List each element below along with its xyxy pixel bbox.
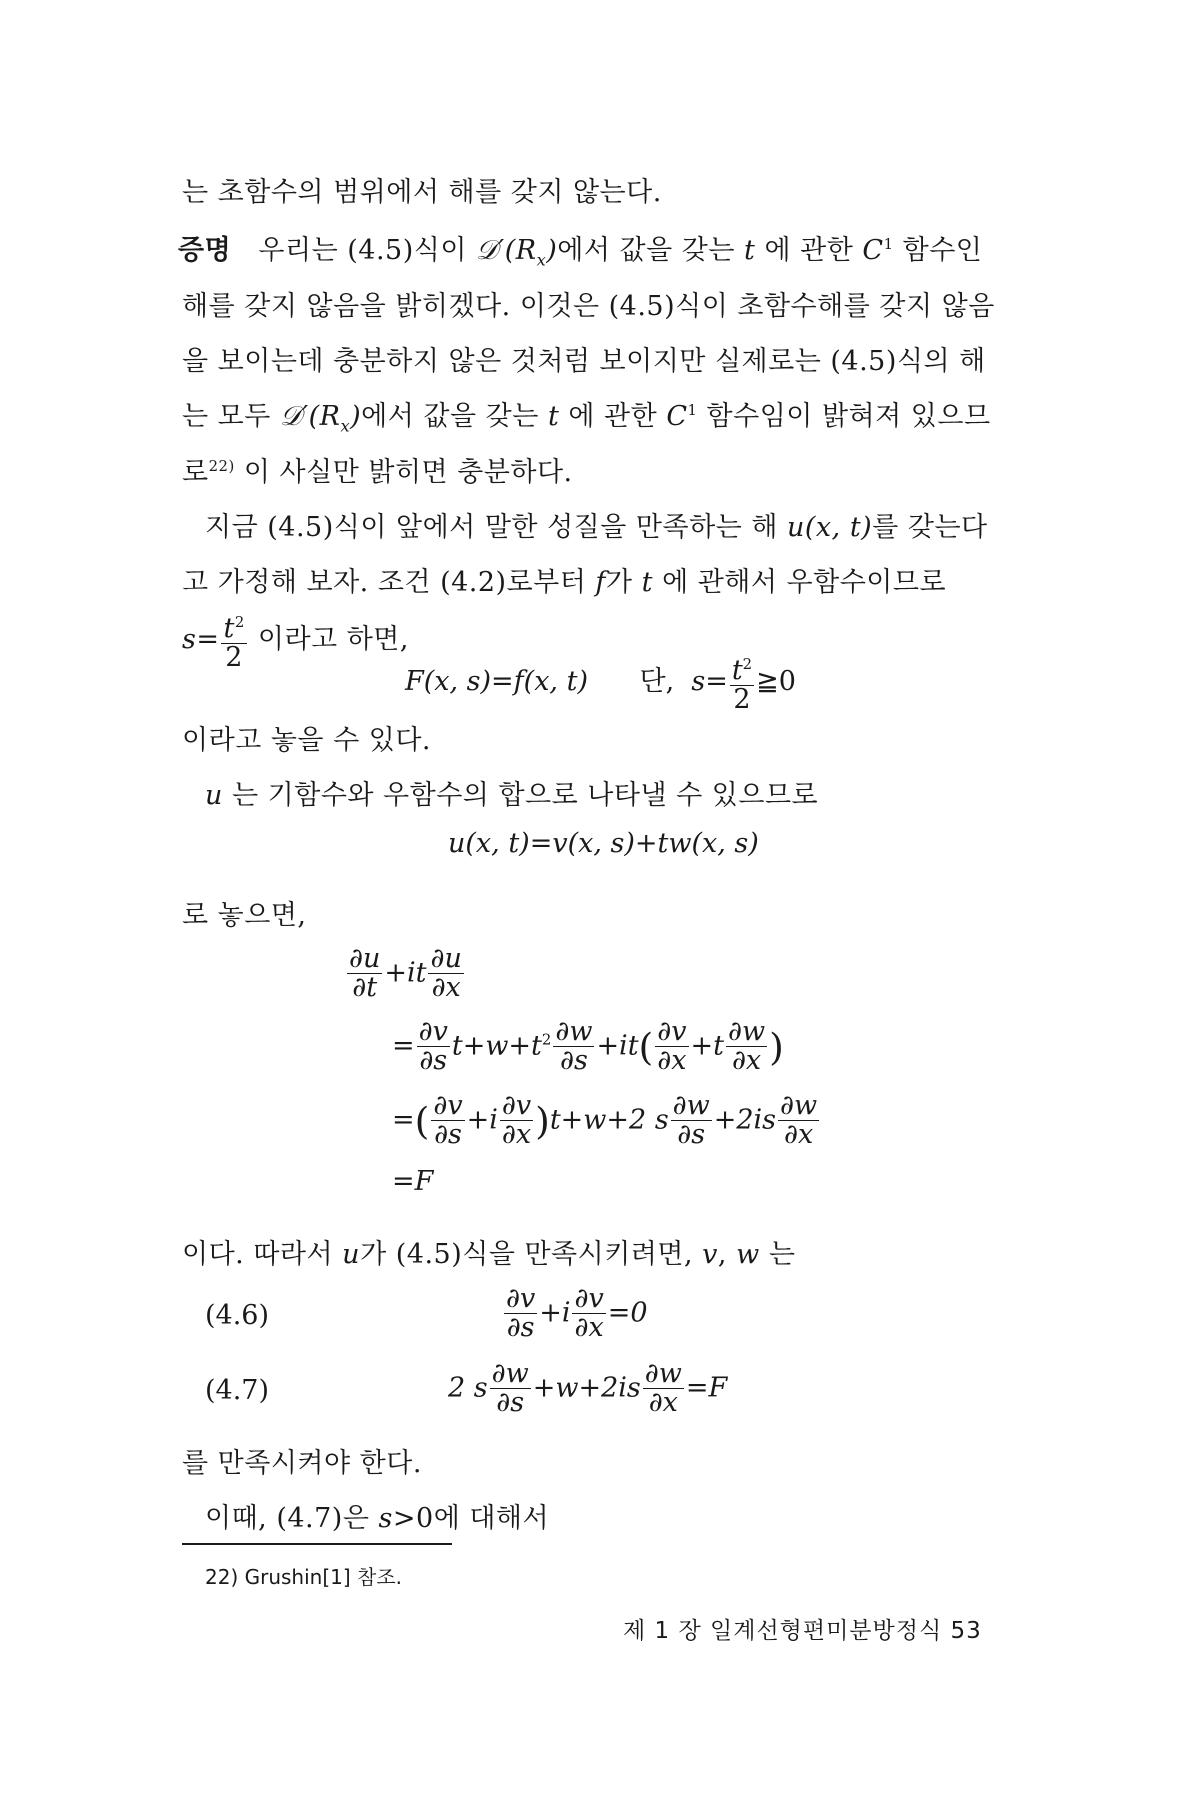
paragraph-line-9: 이라고 놓을 수 있다. <box>182 725 431 756</box>
equation-4-7: 2 s $\frac{\partial w}{\partial s}$ +w+2is $\frac{\partial w}{\partial x}$ =F <box>448 1358 728 1419</box>
fraction: $\frac{t^2}{2}$ <box>221 608 246 673</box>
proof-paragraph-line-5 <box>182 450 573 489</box>
paragraph-line-8: s= $\frac{t^2}{2}$ 이라고 하면, <box>182 608 409 673</box>
paragraph-line-13: 를 만족시켜야 한다. <box>182 1448 422 1479</box>
text-span: 에서 값을 갖는 <box>361 401 539 432</box>
equation-3-line-4: =F <box>392 1166 434 1197</box>
text-span: 이다. 따라서 <box>182 1239 334 1270</box>
paragraph-line-14: 이때, (4.7)은 s>0에 대해서 <box>205 1503 550 1534</box>
text-span: 우리는 (4.5)식이 <box>258 235 467 266</box>
equation-3-line-1: $\frac{\partial u}{\partial t}$ +it $\frac{\partial u}{\partial x}$ <box>349 943 462 1004</box>
proof-paragraph-line-1: 증명 우리는 (4.5)식이 $𝒟'(R_x)$에서 값을 갖는 t 에 관한 $C^1$ 함수인 <box>178 235 983 270</box>
equation-1: F(x, s)=f(x, t) 단, s= $\frac{t^2}{2}$ ≧0 <box>405 650 796 715</box>
proof-paragraph-line-3: 을 보이는데 충분하지 않은 것처럼 보이지만 실제로는 (4.5)식의 해 <box>182 346 986 377</box>
equation-number-4-7: (4.7) <box>205 1375 270 1406</box>
text-span: 에 관한 <box>764 235 854 266</box>
text-span: 로 <box>182 457 209 488</box>
text-span: 이 사실만 밝히면 충분하다. <box>243 457 573 488</box>
footnote: 22) Grushin[1] 참조. <box>205 1565 403 1589</box>
proof-paragraph-line-4: 는 모두 $𝒟'(R_x)$에서 값을 갖는 t 에 관한 $C^1$ 함수임이 밝혀져 있으므 <box>182 401 991 436</box>
text-line-1: 는 초함수의 범위에서 해를 갖지 않는다. <box>182 177 662 208</box>
paragraph-line-11: 로 놓으면, <box>182 900 307 931</box>
paragraph-line-10: u 는 기함수와 우함수의 합으로 나타낼 수 있으므로 <box>205 780 819 811</box>
proof-label: 증명 <box>178 235 232 266</box>
text-span: 에서 값을 갖는 <box>557 235 735 266</box>
paragraph-line-6: 지금 (4.5)식이 앞에서 말한 성질을 만족하는 해 u(x, t)를 갖는다 <box>205 512 988 543</box>
footnote-ref: 22) <box>208 457 235 475</box>
equation-3-line-3: =( $\frac{\partial v}{\partial s}$ +i $\frac{\partial v}{\partial x}$ )t+w+2 s $\frac{\partial w}{\partial s}$ +2is $\frac{\partial w}{\partial x}$ <box>392 1090 818 1151</box>
text-span: 에 대해서 <box>433 1503 550 1534</box>
equation-4-6: $\frac{\partial v}{\partial s}$ +i $\frac{\partial v}{\partial x}$ =0 <box>506 1283 648 1344</box>
running-footer: 제 1 장 일계선형편미분방정식 53 <box>623 1618 982 1644</box>
text-span: 단, <box>639 665 675 697</box>
text-span: 함수인 <box>902 235 983 266</box>
text-span: 가 (4.5)식을 만족시키려면, <box>360 1239 694 1270</box>
text-span: 이라고 하면, <box>257 623 409 655</box>
proof-paragraph-line-2: 해를 갖지 않음을 밝히겠다. 이것은 (4.5)식이 초함수해를 갖지 않음 <box>182 291 995 322</box>
text-span: 함수임이 밝혀져 있으므 <box>706 401 991 432</box>
equation-2: u(x, t)=v(x, s)+tw(x, s) <box>448 828 759 859</box>
text-span: 가 <box>605 567 633 598</box>
text-span: 는 모두 <box>182 401 271 432</box>
text-span: 고 가정해 보자. 조건 (4.2)로부터 <box>182 567 587 598</box>
equation-3-line-2: = $\frac{\partial v}{\partial s}$ $t+w+t^2$ $\frac{\partial w}{\partial s}$ +it( $\frac{\partial v}{\partial x}$ +t $\frac{\partial w}{\partial x}$ ) <box>392 1016 784 1077</box>
text-span: 지금 (4.5)식이 앞에서 말한 성질을 만족하는 해 <box>205 512 778 543</box>
equation-number-4-6: (4.6) <box>205 1300 270 1331</box>
equation-text: F(x, s)=f(x, t) <box>405 665 588 697</box>
paragraph-line-7: 고 가정해 보자. 조건 (4.2)로부터 f가 t 에 관해서 우함수이므로 <box>182 567 947 598</box>
paragraph-line-12: 이다. 따라서 u가 (4.5)식을 만족시키려면, v, w 는 <box>182 1239 796 1270</box>
text-span: 는 기함수와 우함수의 합으로 나타낼 수 있으므로 <box>231 780 819 811</box>
footnote-rule <box>182 1543 452 1545</box>
text-span: 를 갖는다 <box>872 512 988 543</box>
text-span: 에 관한 <box>568 401 658 432</box>
text-span: 에 관해서 우함수이므로 <box>662 567 947 598</box>
text-span: 이때, (4.7)은 <box>205 1503 370 1534</box>
text-span: 는 <box>768 1239 796 1270</box>
